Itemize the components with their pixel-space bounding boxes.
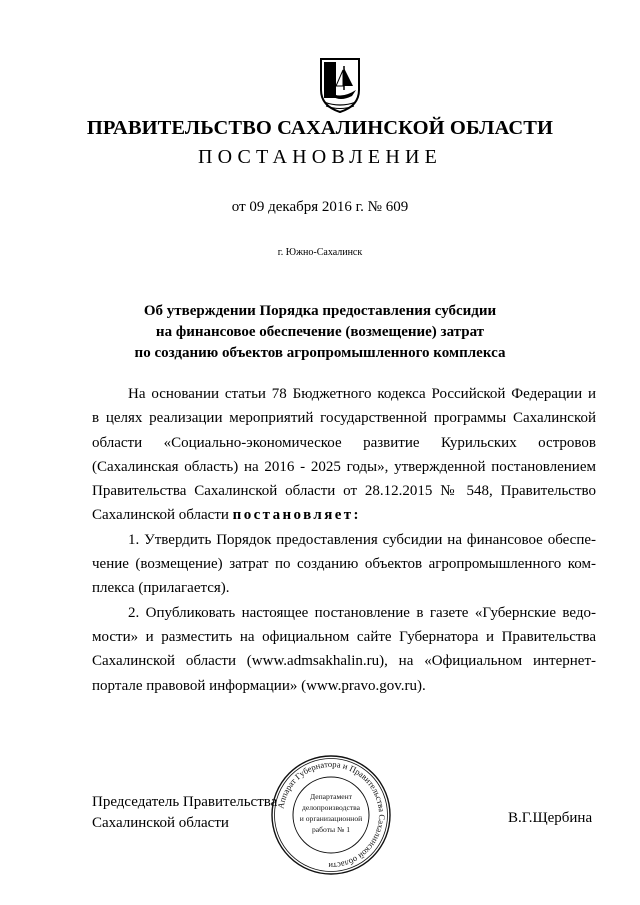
document-body [92, 382, 596, 698]
stamp-center-line: работы № 1 [312, 825, 350, 834]
preamble-text: Сахалинской области [92, 507, 233, 524]
item-2-line: мости» и разместить на официальном сайте Губернатора и Правительства [92, 628, 596, 645]
signatory-title-line: Сахалинской области [92, 815, 229, 831]
stamp-ring-text: Аппарат Губернатора и Правительства Сахалинской области [275, 758, 388, 872]
document-type: ПОСТАНОВЛЕНИЕ [197, 146, 443, 168]
preamble-line: в целях реализации мероприятий государственной программы Сахалинской [92, 410, 596, 427]
subject-line: на финансовое обеспечение (возмещение) затрат [155, 324, 485, 340]
preamble-line: Правительства Сахалинской области от 28.12.2015 № 548, Правительство [92, 483, 596, 500]
item-2-line: 2. Опубликовать настоящее постановление в газете «Губернские ведо- [128, 604, 596, 621]
government-title: ПРАВИТЕЛЬСТВО САХАЛИНСКОЙ ОБЛАСТИ [86, 117, 554, 139]
resolves-keyword: постановляет: [232, 507, 361, 524]
preamble-line: области «Социально-экономическое развитие Курильских островов [92, 434, 596, 451]
item-2-line: Сахалинской области (www.admsakhalin.ru), на «Официальном интернет- [92, 653, 596, 670]
stamp-center-line: делопроизводства [301, 803, 361, 812]
signatory-title [92, 792, 277, 834]
signatory-title-line: Председатель Правительства [92, 794, 278, 810]
subject-line: по созданию объектов агропромышленного комплекса [134, 345, 506, 361]
stamp-center-line: и организационной [299, 814, 363, 823]
item-1-line: чение (возмещение) затрат по созданию объектов агропромышленного ком- [92, 556, 596, 573]
stamp-center-line: Департамент [309, 792, 353, 801]
signatory-name: В.Г.Щербина [508, 810, 593, 826]
preamble-line [92, 503, 596, 527]
preamble-line: (Сахалинская область) на 2016 - 2025 годы», утвержденной постановлением [92, 458, 596, 475]
item-2-line: портале правовой информации» (www.pravo.gov.ru). [92, 677, 426, 694]
item-1-line: плекса (прилагается). [92, 580, 230, 597]
preamble-line: На основании статьи 78 Бюджетного кодекса Российской Федерации и [128, 386, 596, 402]
document-subject [0, 301, 640, 364]
coat-of-arms-icon [318, 56, 362, 114]
official-stamp [268, 752, 394, 878]
document-date-number: от 09 декабря 2016 г. № 609 [231, 199, 409, 215]
item-1-line: 1. Утвердить Порядок предоставления субсидии на финансовое обеспе- [128, 531, 596, 548]
document-city: г. Южно-Сахалинск [277, 247, 363, 258]
subject-line: Об утверждении Порядка предоставления субсидии [143, 303, 497, 319]
